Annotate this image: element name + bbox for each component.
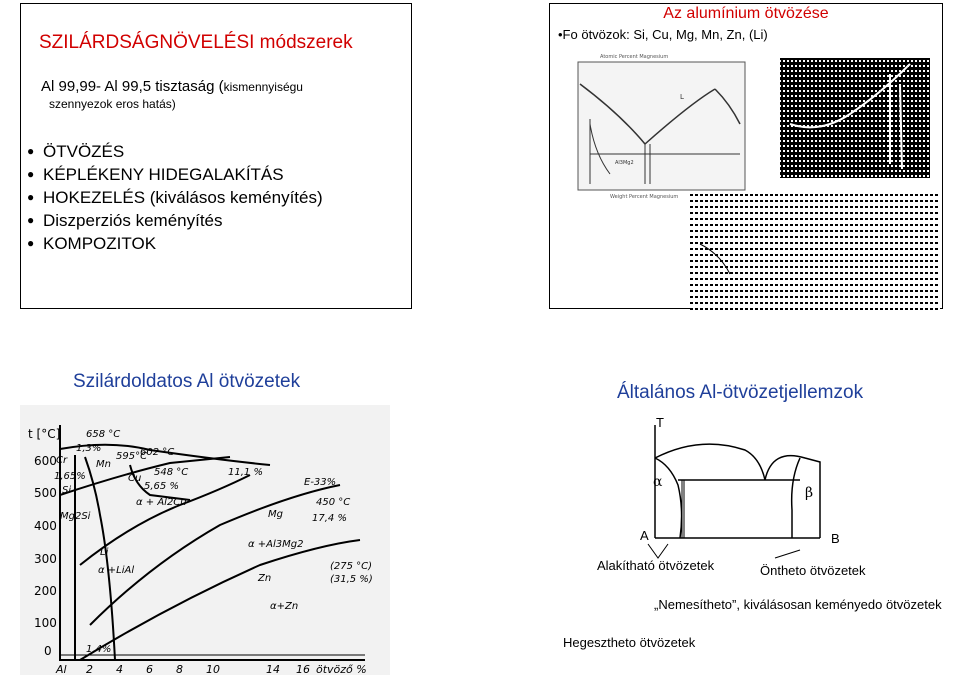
list-item bbox=[27, 186, 323, 209]
x-tick-label: 16 bbox=[296, 663, 310, 675]
axis-T-label: T bbox=[656, 415, 664, 430]
y-tick-label: 400 bbox=[34, 519, 57, 533]
y-tick-label: 200 bbox=[34, 584, 57, 598]
svg-text:L: L bbox=[680, 93, 684, 101]
annotation: Cu bbox=[128, 473, 142, 484]
alpha-label: α bbox=[653, 474, 663, 490]
general-phase-diagram bbox=[640, 420, 840, 540]
x-tick-label: 10 bbox=[206, 663, 220, 675]
list-item-label: HOKEZELÉS (kiválásos keményítés) bbox=[43, 188, 323, 207]
y-tick-label: 600 bbox=[34, 454, 57, 468]
annotation: Mg bbox=[268, 509, 283, 520]
annotation: 602 °C bbox=[140, 447, 175, 458]
annotation: (31,5 %) bbox=[330, 574, 373, 585]
list-item bbox=[27, 209, 323, 232]
x-tick-label: ötvöző % bbox=[316, 663, 367, 675]
point-B-label: B bbox=[831, 531, 840, 546]
beta-label: β bbox=[805, 485, 814, 501]
bullet-icon: ● bbox=[27, 144, 35, 158]
section-title-solid-solution: Szilárdoldatos Al ötvözetek bbox=[73, 371, 301, 392]
annotation: α +LiAl bbox=[98, 565, 135, 576]
annotation: 17,4 % bbox=[312, 513, 347, 524]
annotation: Mn bbox=[96, 459, 111, 470]
main-alloying-elements: •Fo ötvözok: Si, Cu, Mg, Mn, Zn, (Li) bbox=[558, 27, 768, 42]
x-tick-label: 4 bbox=[116, 663, 123, 675]
solid-solution-chart bbox=[20, 405, 390, 675]
section-title-general-characteristics: Általános Al-ötvözetjellemzok bbox=[617, 382, 864, 403]
y-tick-label: 0 bbox=[44, 644, 52, 658]
phase-diagram-image bbox=[550, 44, 942, 314]
slide-strengthening-methods bbox=[20, 3, 412, 309]
annotation: 595°C bbox=[116, 451, 148, 462]
cast-alloys-label: Öntheto ötvözetek bbox=[760, 563, 866, 578]
annotation: 11,1 % bbox=[228, 467, 263, 478]
annotation: α+Zn bbox=[270, 601, 299, 612]
annotation: 1,4% bbox=[86, 644, 112, 655]
list-item bbox=[27, 163, 323, 186]
annotation: α + Al2Cu bbox=[136, 497, 187, 508]
weldable-alloys-label: Hegesztheto ötvözetek bbox=[563, 635, 696, 650]
slide-aluminium-alloying bbox=[549, 3, 943, 309]
list-item-label: ÖTVÖZÉS bbox=[43, 142, 125, 161]
annotation: α +Al3Mg2 bbox=[248, 539, 304, 550]
list-item bbox=[27, 140, 323, 163]
annotation: E-33% bbox=[304, 477, 337, 488]
annotation: Zn bbox=[258, 573, 272, 584]
annotation: 1,65% bbox=[54, 471, 86, 482]
annotation: 450 °C bbox=[316, 497, 351, 508]
annotation: 1,3% bbox=[76, 443, 102, 454]
y-tick-label: 500 bbox=[34, 486, 57, 500]
x-tick-label: 14 bbox=[266, 663, 280, 675]
x-tick-label: 6 bbox=[146, 663, 153, 675]
x-tick-label: 8 bbox=[176, 663, 183, 675]
list-item-label: Diszperziós keményítés bbox=[43, 211, 223, 230]
purity-text bbox=[41, 78, 303, 95]
annotation: Cr bbox=[56, 455, 68, 466]
point-A-label: A bbox=[640, 528, 649, 543]
list-item bbox=[27, 232, 323, 255]
annotation: Li bbox=[100, 547, 109, 558]
x-tick-label: Al bbox=[56, 663, 67, 675]
svg-text:Weight Percent Magnesium: Weight Percent Magnesium bbox=[610, 194, 679, 200]
slide-title: Az alumínium ötvözése bbox=[663, 5, 829, 22]
annotation: (275 °C) bbox=[330, 561, 373, 572]
wrought-alloys-label: Alakítható ötvözetek bbox=[597, 558, 715, 573]
svg-text:Atomic Percent Magnesium: Atomic Percent Magnesium bbox=[600, 54, 669, 60]
annotation: 548 °C bbox=[154, 467, 189, 478]
bullet-icon: ● bbox=[27, 213, 35, 227]
annotation: 658 °C bbox=[86, 429, 121, 440]
annotation: 5,65 % bbox=[144, 481, 179, 492]
purity-text-line2: szennyezok eros hatás) bbox=[49, 97, 176, 111]
methods-list bbox=[27, 140, 323, 255]
annotation: Si bbox=[62, 485, 72, 496]
list-item-label: KOMPOZITOK bbox=[43, 234, 157, 253]
x-tick-label: 2 bbox=[86, 663, 93, 675]
heat-treatable-label: „Nemesítheto”, kiválásosan keményedo ötvözetek bbox=[654, 597, 942, 612]
arrows bbox=[640, 530, 840, 590]
bullet-icon: ● bbox=[27, 236, 35, 250]
bullet-icon: ● bbox=[27, 167, 35, 181]
annotation: Mg2Si bbox=[60, 511, 91, 522]
y-tick-label: 100 bbox=[34, 616, 57, 630]
y-tick-label: 300 bbox=[34, 552, 57, 566]
svg-text:Al3Mg2: Al3Mg2 bbox=[615, 160, 634, 166]
bullet-icon: ● bbox=[27, 190, 35, 204]
slide-title: SZILÁRDSÁGNÖVELÉSI módszerek bbox=[39, 32, 353, 53]
list-item-label: KÉPLÉKENY HIDEGALAKÍTÁS bbox=[43, 165, 284, 184]
t-axis-label: t [°C] bbox=[28, 427, 61, 441]
purity-main: Al 99,99- Al 99,5 tisztaság ( bbox=[41, 78, 224, 95]
purity-small: kismennyiségu bbox=[223, 80, 303, 94]
